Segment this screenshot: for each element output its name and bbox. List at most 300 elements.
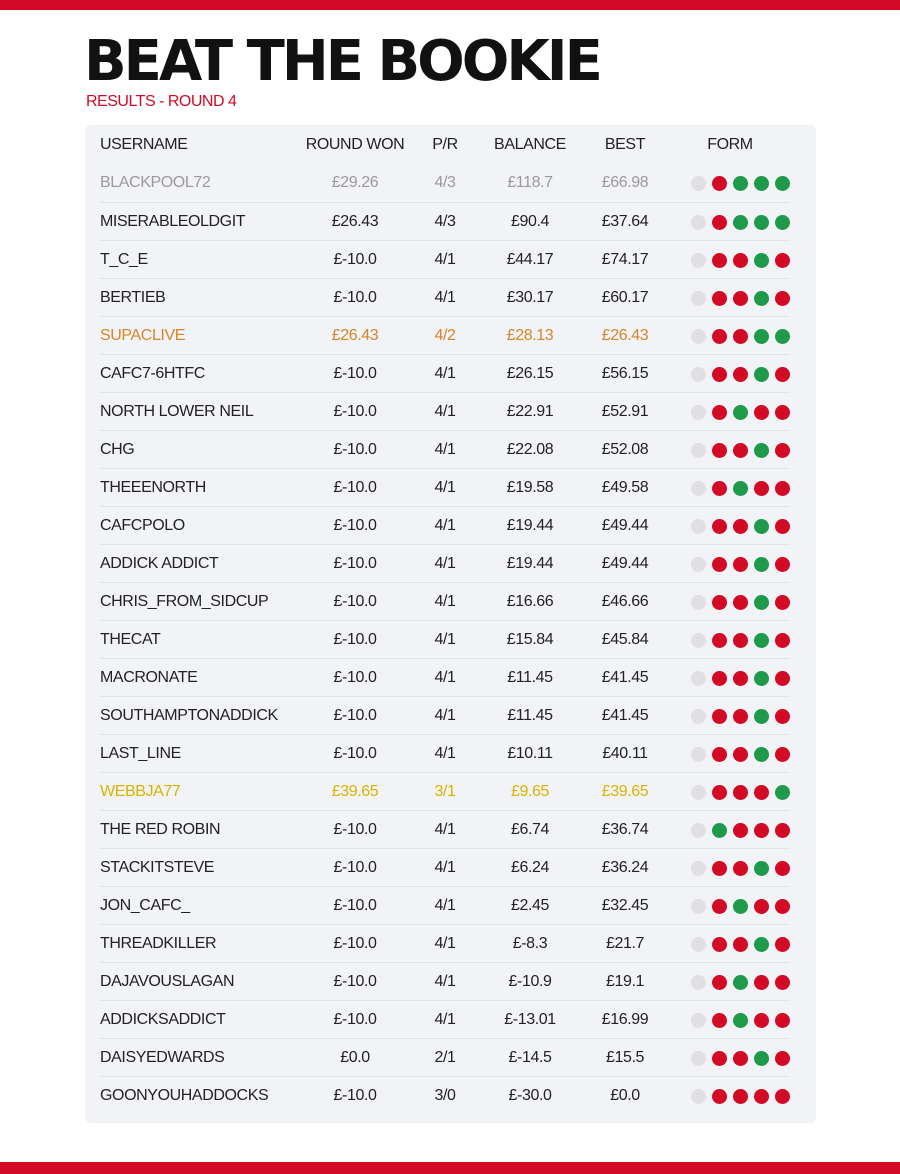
pr-cell: 4/1 xyxy=(434,973,456,990)
form-loss-dot xyxy=(733,861,748,876)
table-row xyxy=(100,316,790,355)
best-cell: £36.74 xyxy=(601,821,649,838)
username-cell: LAST_LINE xyxy=(100,745,181,762)
round-won-cell: £-10.0 xyxy=(333,441,377,458)
pr-cell: 4/1 xyxy=(434,517,456,534)
form-loss-dot xyxy=(733,443,748,458)
form-win-dot xyxy=(754,937,769,952)
header-pr: P/R xyxy=(432,136,458,153)
form-win-dot xyxy=(754,329,769,344)
username-cell: ADDICK ADDICT xyxy=(100,555,219,572)
best-cell: £45.84 xyxy=(601,631,649,648)
balance-cell: £16.66 xyxy=(506,593,554,610)
form-cell xyxy=(670,481,790,496)
form-cell xyxy=(670,176,790,191)
form-win-dot xyxy=(754,443,769,458)
balance-cell: £26.15 xyxy=(506,365,554,382)
best-cell: £49.44 xyxy=(601,517,649,534)
pr-cell: 4/1 xyxy=(434,1011,456,1028)
balance-cell: £6.74 xyxy=(510,821,550,838)
form-empty-dot xyxy=(691,823,706,838)
form-loss-dot xyxy=(754,1089,769,1104)
form-win-dot xyxy=(754,176,769,191)
form-win-dot xyxy=(733,405,748,420)
username-cell: DAISYEDWARDS xyxy=(100,1049,225,1066)
balance-cell: £22.08 xyxy=(506,441,554,458)
table-row xyxy=(100,278,790,317)
form-cell xyxy=(670,557,790,572)
form-loss-dot xyxy=(733,937,748,952)
form-loss-dot xyxy=(733,519,748,534)
balance-cell: £15.84 xyxy=(506,631,554,648)
username-cell: THE RED ROBIN xyxy=(100,821,221,838)
form-loss-dot xyxy=(733,747,748,762)
form-loss-dot xyxy=(712,291,727,306)
round-won-cell: £29.26 xyxy=(331,174,379,191)
form-cell xyxy=(670,747,790,762)
form-loss-dot xyxy=(712,443,727,458)
pr-cell: 4/1 xyxy=(434,289,456,306)
pr-cell: 4/1 xyxy=(434,935,456,952)
form-loss-dot xyxy=(712,671,727,686)
form-win-dot xyxy=(754,253,769,268)
username-cell: CAFC7-6HTFC xyxy=(100,365,205,382)
form-empty-dot xyxy=(691,557,706,572)
form-loss-dot xyxy=(775,633,790,648)
table-row xyxy=(100,202,790,241)
form-win-dot xyxy=(754,671,769,686)
form-empty-dot xyxy=(691,253,706,268)
form-cell xyxy=(670,291,790,306)
username-cell: GOONYOUHADDOCKS xyxy=(100,1087,269,1104)
form-loss-dot xyxy=(775,253,790,268)
top-accent-bar xyxy=(0,0,900,10)
pr-cell: 4/1 xyxy=(434,441,456,458)
form-empty-dot xyxy=(691,595,706,610)
header-username: USERNAME xyxy=(100,136,188,153)
form-cell xyxy=(670,937,790,952)
best-cell: £52.08 xyxy=(601,441,649,458)
form-loss-dot xyxy=(754,785,769,800)
form-cell xyxy=(670,329,790,344)
form-empty-dot xyxy=(691,633,706,648)
form-loss-dot xyxy=(775,975,790,990)
table-row xyxy=(100,506,790,545)
round-won-cell: £-10.0 xyxy=(333,403,377,420)
form-win-dot xyxy=(775,329,790,344)
table-row xyxy=(100,1076,790,1115)
best-cell: £41.45 xyxy=(601,669,649,686)
round-won-cell: £-10.0 xyxy=(333,897,377,914)
balance-cell: £19.44 xyxy=(506,555,554,572)
best-cell: £37.64 xyxy=(601,213,649,230)
best-cell: £60.17 xyxy=(601,289,649,306)
best-cell: £39.65 xyxy=(601,783,649,800)
results-table xyxy=(85,125,816,1123)
form-loss-dot xyxy=(775,595,790,610)
balance-cell: £-10.9 xyxy=(508,973,552,990)
balance-cell: £44.17 xyxy=(506,251,554,268)
round-won-cell: £-10.0 xyxy=(333,669,377,686)
pr-cell: 3/1 xyxy=(434,783,456,800)
pr-cell: 4/1 xyxy=(434,707,456,724)
form-loss-dot xyxy=(775,481,790,496)
form-loss-dot xyxy=(712,1089,727,1104)
form-cell xyxy=(670,443,790,458)
form-loss-dot xyxy=(733,823,748,838)
round-won-cell: £-10.0 xyxy=(333,251,377,268)
form-cell xyxy=(670,519,790,534)
username-cell: MACRONATE xyxy=(100,669,198,686)
form-loss-dot xyxy=(733,633,748,648)
username-cell: CHG xyxy=(100,441,135,458)
pr-cell: 4/1 xyxy=(434,631,456,648)
table-row xyxy=(100,544,790,583)
round-won-cell: £39.65 xyxy=(331,783,379,800)
round-won-cell: £-10.0 xyxy=(333,1087,377,1104)
pr-cell: 2/1 xyxy=(434,1049,456,1066)
table-row xyxy=(100,924,790,963)
pr-cell: 4/1 xyxy=(434,479,456,496)
form-win-dot xyxy=(775,785,790,800)
best-cell: £74.17 xyxy=(601,251,649,268)
round-won-cell: £-10.0 xyxy=(333,517,377,534)
form-loss-dot xyxy=(712,329,727,344)
form-cell xyxy=(670,633,790,648)
best-cell: £49.58 xyxy=(601,479,649,496)
form-win-dot xyxy=(775,176,790,191)
username-cell: THEEENORTH xyxy=(100,479,206,496)
pr-cell: 4/1 xyxy=(434,555,456,572)
form-win-dot xyxy=(754,367,769,382)
form-loss-dot xyxy=(733,253,748,268)
round-won-cell: £-10.0 xyxy=(333,593,377,610)
table-row xyxy=(100,810,790,849)
form-cell xyxy=(670,405,790,420)
balance-cell: £-14.5 xyxy=(508,1049,552,1066)
form-cell xyxy=(670,975,790,990)
form-cell xyxy=(670,595,790,610)
header-form: FORM xyxy=(707,136,753,153)
form-loss-dot xyxy=(712,975,727,990)
form-loss-dot xyxy=(775,1089,790,1104)
form-cell xyxy=(670,671,790,686)
username-cell: JON_CAFC_ xyxy=(100,897,190,914)
form-loss-dot xyxy=(754,975,769,990)
form-cell xyxy=(670,367,790,382)
table-row xyxy=(100,696,790,735)
form-loss-dot xyxy=(712,253,727,268)
round-won-cell: £-10.0 xyxy=(333,707,377,724)
username-cell: WEBBJA77 xyxy=(100,783,181,800)
form-loss-dot xyxy=(775,367,790,382)
form-loss-dot xyxy=(712,367,727,382)
username-cell: T_C_E xyxy=(100,251,148,268)
form-loss-dot xyxy=(775,899,790,914)
table-row xyxy=(100,430,790,469)
form-loss-dot xyxy=(775,291,790,306)
form-empty-dot xyxy=(691,1013,706,1028)
username-cell: THECAT xyxy=(100,631,161,648)
form-win-dot xyxy=(754,557,769,572)
table-row xyxy=(100,354,790,393)
form-empty-dot xyxy=(691,975,706,990)
form-loss-dot xyxy=(775,519,790,534)
form-cell xyxy=(670,861,790,876)
best-cell: £16.99 xyxy=(601,1011,649,1028)
header-balance: BALANCE xyxy=(494,136,566,153)
balance-cell: £10.11 xyxy=(507,745,553,762)
form-loss-dot xyxy=(775,443,790,458)
page-subtitle: RESULTS - ROUND 4 xyxy=(86,93,237,110)
form-win-dot xyxy=(733,481,748,496)
best-cell: £56.15 xyxy=(601,365,649,382)
form-loss-dot xyxy=(712,405,727,420)
form-loss-dot xyxy=(733,291,748,306)
balance-cell: £19.44 xyxy=(506,517,554,534)
form-cell xyxy=(670,253,790,268)
balance-cell: £-13.01 xyxy=(504,1011,556,1028)
form-empty-dot xyxy=(691,1051,706,1066)
form-cell xyxy=(670,1089,790,1104)
form-loss-dot xyxy=(712,899,727,914)
balance-cell: £11.45 xyxy=(507,707,553,724)
pr-cell: 4/2 xyxy=(434,327,456,344)
form-empty-dot xyxy=(691,176,706,191)
form-loss-dot xyxy=(775,557,790,572)
form-cell xyxy=(670,785,790,800)
form-win-dot xyxy=(754,1051,769,1066)
form-loss-dot xyxy=(712,595,727,610)
balance-cell: £-8.3 xyxy=(512,935,548,952)
pr-cell: 4/1 xyxy=(434,403,456,420)
table-row xyxy=(100,962,790,1001)
balance-cell: £28.13 xyxy=(506,327,554,344)
form-loss-dot xyxy=(754,405,769,420)
balance-cell: £90.4 xyxy=(510,213,550,230)
round-won-cell: £-10.0 xyxy=(333,289,377,306)
round-won-cell: £26.43 xyxy=(331,213,379,230)
best-cell: £46.66 xyxy=(601,593,649,610)
form-cell xyxy=(670,1051,790,1066)
form-win-dot xyxy=(754,215,769,230)
form-loss-dot xyxy=(733,367,748,382)
round-won-cell: £-10.0 xyxy=(333,555,377,572)
form-empty-dot xyxy=(691,519,706,534)
form-cell xyxy=(670,215,790,230)
balance-cell: £19.58 xyxy=(506,479,554,496)
form-loss-dot xyxy=(754,1013,769,1028)
balance-cell: £2.45 xyxy=(510,897,550,914)
balance-cell: £11.45 xyxy=(507,669,553,686)
best-cell: £32.45 xyxy=(601,897,649,914)
round-won-cell: £-10.0 xyxy=(333,479,377,496)
round-won-cell: £-10.0 xyxy=(333,859,377,876)
form-loss-dot xyxy=(712,785,727,800)
form-win-dot xyxy=(712,823,727,838)
form-loss-dot xyxy=(754,899,769,914)
balance-cell: £-30.0 xyxy=(508,1087,552,1104)
form-empty-dot xyxy=(691,215,706,230)
table-row xyxy=(100,620,790,659)
form-win-dot xyxy=(754,709,769,724)
pr-cell: 4/1 xyxy=(434,897,456,914)
best-cell: £52.91 xyxy=(601,403,649,420)
table-row xyxy=(100,240,790,279)
round-won-cell: £-10.0 xyxy=(333,973,377,990)
best-cell: £21.7 xyxy=(605,935,645,952)
form-empty-dot xyxy=(691,291,706,306)
table-row xyxy=(100,582,790,621)
table-row xyxy=(100,468,790,507)
username-cell: SUPACLIVE xyxy=(100,327,186,344)
form-loss-dot xyxy=(712,1013,727,1028)
round-won-cell: £-10.0 xyxy=(333,365,377,382)
round-won-cell: £0.0 xyxy=(340,1049,370,1066)
form-loss-dot xyxy=(712,215,727,230)
form-win-dot xyxy=(733,215,748,230)
form-empty-dot xyxy=(691,747,706,762)
pr-cell: 3/0 xyxy=(434,1087,456,1104)
form-empty-dot xyxy=(691,405,706,420)
username-cell: CHRIS_FROM_SIDCUP xyxy=(100,593,269,610)
pr-cell: 4/1 xyxy=(434,821,456,838)
balance-cell: £30.17 xyxy=(506,289,554,306)
form-loss-dot xyxy=(733,709,748,724)
pr-cell: 4/1 xyxy=(434,251,456,268)
table-row xyxy=(100,886,790,925)
balance-cell: £118.7 xyxy=(507,174,553,191)
round-won-cell: £-10.0 xyxy=(333,1011,377,1028)
form-loss-dot xyxy=(754,823,769,838)
form-loss-dot xyxy=(775,405,790,420)
form-loss-dot xyxy=(712,481,727,496)
form-loss-dot xyxy=(733,557,748,572)
table-row xyxy=(100,772,790,811)
form-empty-dot xyxy=(691,329,706,344)
best-cell: £26.43 xyxy=(601,327,649,344)
form-cell xyxy=(670,899,790,914)
pr-cell: 4/1 xyxy=(434,669,456,686)
best-cell: £19.1 xyxy=(605,973,645,990)
pr-cell: 4/1 xyxy=(434,593,456,610)
round-won-cell: £-10.0 xyxy=(333,631,377,648)
form-loss-dot xyxy=(733,1051,748,1066)
round-won-cell: £-10.0 xyxy=(333,935,377,952)
form-empty-dot xyxy=(691,861,706,876)
table-row xyxy=(100,658,790,697)
form-cell xyxy=(670,823,790,838)
form-loss-dot xyxy=(775,747,790,762)
form-cell xyxy=(670,709,790,724)
form-loss-dot xyxy=(712,861,727,876)
username-cell: MISERABLEOLDGIT xyxy=(100,213,246,230)
form-win-dot xyxy=(754,291,769,306)
username-cell: CAFCPOLO xyxy=(100,517,185,534)
form-loss-dot xyxy=(712,633,727,648)
form-cell xyxy=(670,1013,790,1028)
username-cell: STACKITSTEVE xyxy=(100,859,215,876)
username-cell: NORTH LOWER NEIL xyxy=(100,403,254,420)
round-won-cell: £-10.0 xyxy=(333,745,377,762)
pr-cell: 4/3 xyxy=(434,213,456,230)
form-loss-dot xyxy=(775,1051,790,1066)
form-win-dot xyxy=(733,176,748,191)
form-loss-dot xyxy=(775,861,790,876)
pr-cell: 4/1 xyxy=(434,745,456,762)
form-empty-dot xyxy=(691,367,706,382)
balance-cell: £9.65 xyxy=(510,783,550,800)
form-loss-dot xyxy=(733,329,748,344)
form-loss-dot xyxy=(712,747,727,762)
form-win-dot xyxy=(754,747,769,762)
form-loss-dot xyxy=(712,709,727,724)
balance-cell: £6.24 xyxy=(510,859,550,876)
best-cell: £15.5 xyxy=(605,1049,645,1066)
form-empty-dot xyxy=(691,899,706,914)
pr-cell: 4/1 xyxy=(434,365,456,382)
username-cell: THREADKILLER xyxy=(100,935,217,952)
pr-cell: 4/3 xyxy=(434,174,456,191)
username-cell: BLACKPOOL72 xyxy=(100,174,211,191)
username-cell: SOUTHAMPTONADDICK xyxy=(100,707,278,724)
form-empty-dot xyxy=(691,937,706,952)
form-loss-dot xyxy=(775,671,790,686)
table-header xyxy=(100,126,790,164)
username-cell: ADDICKSADDICT xyxy=(100,1011,226,1028)
form-loss-dot xyxy=(733,1089,748,1104)
best-cell: £36.24 xyxy=(601,859,649,876)
form-loss-dot xyxy=(775,823,790,838)
form-win-dot xyxy=(733,1013,748,1028)
pr-cell: 4/1 xyxy=(434,859,456,876)
form-loss-dot xyxy=(733,595,748,610)
form-empty-dot xyxy=(691,709,706,724)
form-loss-dot xyxy=(754,481,769,496)
form-loss-dot xyxy=(712,557,727,572)
header-best: BEST xyxy=(604,136,646,153)
form-loss-dot xyxy=(712,519,727,534)
username-cell: BERTIEB xyxy=(100,289,166,306)
balance-cell: £22.91 xyxy=(506,403,554,420)
form-win-dot xyxy=(754,595,769,610)
best-cell: £40.11 xyxy=(602,745,648,762)
round-won-cell: £-10.0 xyxy=(333,821,377,838)
form-loss-dot xyxy=(712,937,727,952)
form-win-dot xyxy=(775,215,790,230)
form-win-dot xyxy=(754,861,769,876)
best-cell: £41.45 xyxy=(601,707,649,724)
form-empty-dot xyxy=(691,481,706,496)
form-empty-dot xyxy=(691,671,706,686)
form-empty-dot xyxy=(691,1089,706,1104)
page-title: BEAT THE BOOKIE xyxy=(84,29,600,94)
username-cell: DAJAVOUSLAGAN xyxy=(100,973,235,990)
table-row xyxy=(100,164,790,202)
table-row xyxy=(100,734,790,773)
form-win-dot xyxy=(754,633,769,648)
form-loss-dot xyxy=(775,709,790,724)
header-round-won: ROUND WON xyxy=(305,136,405,153)
best-cell: £66.98 xyxy=(601,174,649,191)
form-win-dot xyxy=(733,975,748,990)
round-won-cell: £26.43 xyxy=(331,327,379,344)
form-empty-dot xyxy=(691,443,706,458)
form-loss-dot xyxy=(712,176,727,191)
form-loss-dot xyxy=(733,785,748,800)
table-row xyxy=(100,392,790,431)
form-loss-dot xyxy=(712,1051,727,1066)
